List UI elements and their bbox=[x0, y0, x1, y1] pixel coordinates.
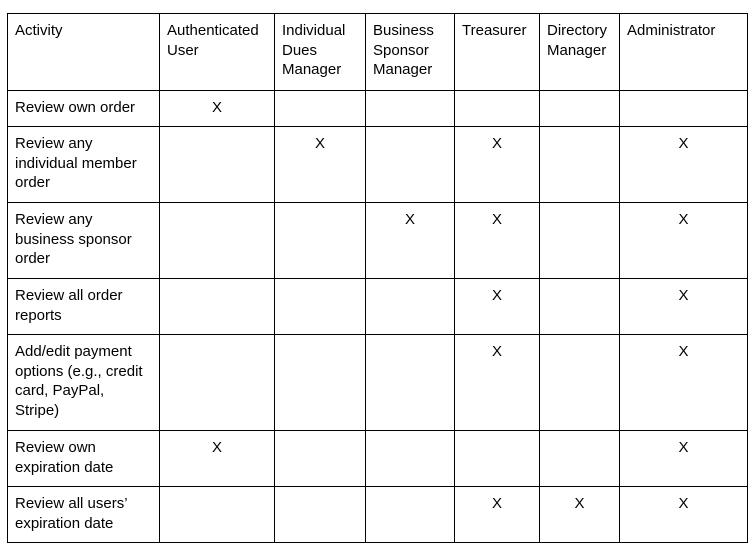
permission-cell bbox=[366, 487, 455, 543]
permission-cell: X bbox=[540, 487, 620, 543]
permission-cell bbox=[366, 335, 455, 431]
table-row bbox=[8, 203, 748, 279]
permission-cell bbox=[275, 203, 366, 279]
permissions-table bbox=[7, 13, 748, 543]
activity-cell: Review any business sponsor order bbox=[8, 203, 160, 279]
permission-cell bbox=[275, 91, 366, 127]
permission-cell bbox=[275, 335, 366, 431]
permission-cell: X bbox=[620, 127, 748, 203]
permission-cell: X bbox=[620, 487, 748, 543]
permission-cell: X bbox=[620, 203, 748, 279]
permission-cell: X bbox=[275, 127, 366, 203]
header-individual-dues-manager: Individual Dues Manager bbox=[275, 14, 366, 91]
permission-cell bbox=[620, 91, 748, 127]
permission-cell bbox=[366, 431, 455, 487]
permission-cell bbox=[275, 431, 366, 487]
permission-cell: X bbox=[455, 487, 540, 543]
permission-cell bbox=[540, 335, 620, 431]
header-authenticated-user: Authenticated User bbox=[160, 14, 275, 91]
permission-cell bbox=[366, 279, 455, 335]
permission-cell bbox=[366, 91, 455, 127]
table-row bbox=[8, 91, 748, 127]
permission-cell bbox=[540, 279, 620, 335]
permission-cell: X bbox=[455, 203, 540, 279]
header-row bbox=[8, 14, 748, 91]
permission-cell: X bbox=[455, 335, 540, 431]
activity-cell: Review all order reports bbox=[8, 279, 160, 335]
permission-cell: X bbox=[455, 279, 540, 335]
permission-cell: X bbox=[160, 91, 275, 127]
permission-cell bbox=[275, 279, 366, 335]
header-treasurer: Treasurer bbox=[455, 14, 540, 91]
table-row bbox=[8, 431, 748, 487]
permission-cell bbox=[455, 91, 540, 127]
activity-cell: Review any individual member order bbox=[8, 127, 160, 203]
table-row bbox=[8, 127, 748, 203]
permission-cell bbox=[540, 91, 620, 127]
permission-cell: X bbox=[160, 431, 275, 487]
permission-cell bbox=[160, 487, 275, 543]
activity-cell: Review all users’ expiration date bbox=[8, 487, 160, 543]
permission-cell bbox=[366, 127, 455, 203]
permission-cell bbox=[540, 431, 620, 487]
table-row bbox=[8, 279, 748, 335]
activity-cell: Review own order bbox=[8, 91, 160, 127]
header-administrator: Administrator bbox=[620, 14, 748, 91]
permission-cell bbox=[455, 431, 540, 487]
header-directory-manager: Directory Manager bbox=[540, 14, 620, 91]
permission-cell bbox=[160, 203, 275, 279]
permission-cell: X bbox=[366, 203, 455, 279]
table-row bbox=[8, 487, 748, 543]
permission-cell bbox=[160, 127, 275, 203]
permission-cell bbox=[160, 335, 275, 431]
header-activity: Activity bbox=[8, 14, 160, 91]
permission-cell: X bbox=[620, 335, 748, 431]
activity-cell: Review own expiration date bbox=[8, 431, 160, 487]
permission-cell: X bbox=[620, 279, 748, 335]
permission-cell: X bbox=[620, 431, 748, 487]
activity-cell: Add/edit payment options (e.g., credit card, PayPal, Stripe) bbox=[8, 335, 160, 431]
header-business-sponsor-manager: Business Sponsor Manager bbox=[366, 14, 455, 91]
permission-cell bbox=[160, 279, 275, 335]
permission-cell bbox=[275, 487, 366, 543]
permission-cell bbox=[540, 127, 620, 203]
permission-cell bbox=[540, 203, 620, 279]
permission-cell: X bbox=[455, 127, 540, 203]
table-row bbox=[8, 335, 748, 431]
